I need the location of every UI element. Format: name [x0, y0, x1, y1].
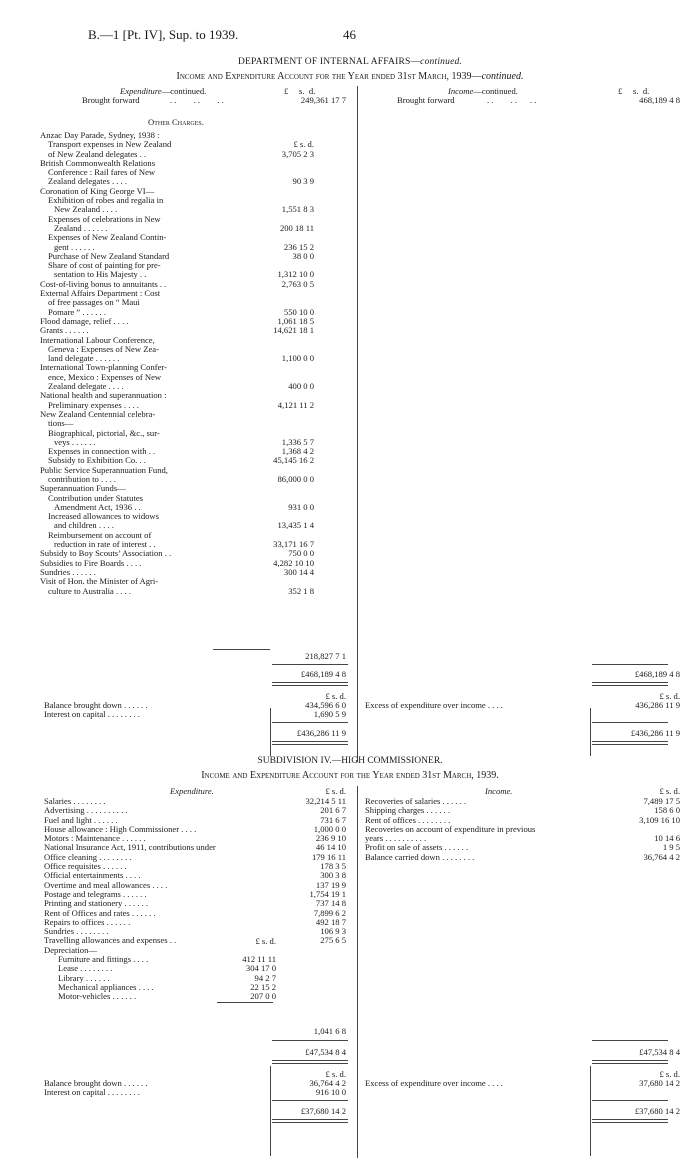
- item-amount: 32,214 5 11: [305, 796, 346, 806]
- interest-on-capital-label: Interest on capital . . . . . . . .: [44, 709, 140, 719]
- total-rule-top: [592, 664, 668, 665]
- item-amount: 36,764 4 2: [643, 851, 680, 862]
- item-label: Visit of Hon. the Minister of Agri-: [40, 576, 159, 587]
- item-label: Contribution under Statutes: [48, 492, 144, 503]
- item-label: gent . . . . . .: [54, 241, 95, 252]
- total-rule-top: [592, 1040, 668, 1041]
- interest-on-capital-label-2: Interest on capital . . . . . . . .: [44, 1087, 140, 1097]
- item-label: Zealand delegates . . . .: [48, 176, 127, 187]
- account-title: Income and Expenditure Account for the Year ended 31st March, 1939—continued.: [176, 71, 524, 82]
- item-label: International Town-planning Confer-: [40, 362, 167, 373]
- item-amount: 1,336 5 7: [281, 436, 314, 447]
- item-label: culture to Australia . . . .: [48, 585, 132, 596]
- inc-brought-forward-amount: 468,189 4 8: [639, 95, 680, 105]
- item-label: Exhibition of robes and regalia in: [48, 195, 164, 206]
- item-label: Overtime and meal allowances . . . .: [44, 879, 168, 890]
- depreciation-total: 1,041 6 8: [313, 1026, 346, 1036]
- item-amount: 737 14 8: [315, 898, 346, 909]
- item-label: British Commonwealth Relations: [40, 157, 156, 168]
- total-rule-double: [272, 1060, 348, 1064]
- item-amount: 200 18 11: [279, 222, 314, 233]
- exp-currency-header: £ s. d.: [284, 86, 316, 96]
- excess-expenditure-amount-2: 37,680 14 2: [639, 1078, 680, 1088]
- expenditure-heading-2: Expenditure.: [170, 786, 214, 796]
- item-amount: 304 17 0: [245, 963, 276, 974]
- total-rule-top: [272, 664, 348, 665]
- item-amount: 492 18 7: [315, 916, 346, 927]
- item-amount: 550 10 0: [283, 306, 314, 317]
- interest-on-capital-amount-2: 916 10 0: [315, 1087, 346, 1097]
- item-label: Zealand delegate . . . .: [48, 381, 124, 392]
- item-label: Subsidies to Fire Boards . . . .: [40, 557, 142, 568]
- item-label: Sundries . . . . . . . .: [44, 926, 109, 937]
- item-label: Grants . . . . . .: [40, 325, 89, 336]
- item-amount: 94 2 7: [254, 972, 276, 983]
- exp-brought-forward-label: Brought forward: [82, 95, 140, 105]
- item-label: Public Service Superannuation Fund,: [40, 464, 168, 475]
- item-amount: 731 6 7: [320, 814, 346, 825]
- item-amount: 1,368 4 2: [281, 446, 314, 457]
- item-label: Zealand . . . . . .: [54, 222, 108, 233]
- item-amount: 750 0 0: [288, 548, 314, 559]
- item-amount: 178 3 5: [320, 861, 346, 872]
- item-label: Reimbursement on account of: [48, 529, 152, 540]
- depreciation-currency-header: £ s. d.: [255, 936, 276, 946]
- income-total-2: £47,534 8 4: [639, 1047, 680, 1057]
- item-label: Recoveries of salaries . . . . . .: [365, 796, 467, 806]
- item-label: External Affairs Department : Cost: [40, 288, 161, 299]
- inc-brought-forward-label: Brought forward: [397, 95, 455, 105]
- item-label: Conference : Rail fares of New: [48, 167, 156, 178]
- excess-expenditure-label: Excess of expenditure over income . . . .: [365, 700, 503, 710]
- list-item: [58, 992, 276, 1001]
- item-label: Cost-of-living bonus to annuitants . .: [40, 278, 167, 289]
- inc-currency-header-2: £ s. d.: [659, 786, 680, 796]
- item-label: Motor-vehicles . . . . . .: [58, 991, 137, 1002]
- item-amount: 236 9 10: [315, 833, 346, 844]
- item-label: Expenses of celebrations in New: [48, 213, 161, 224]
- item-label: Office requisites . . . . . .: [44, 861, 127, 872]
- item-amount: 22 15 2: [250, 981, 276, 992]
- total-rule-top: [272, 722, 348, 723]
- item-label: Official entertainments . . . .: [44, 870, 141, 881]
- income-list: [365, 797, 680, 862]
- account-title-2: Income and Expenditure Account for the Year ended 31st March, 1939.: [201, 770, 499, 781]
- balance-currency-header: £ s. d.: [659, 691, 680, 701]
- total-rule-double: [272, 741, 348, 745]
- item-label: Coronation of King George VI—: [40, 185, 155, 196]
- item-label: Library . . . . . .: [58, 972, 110, 983]
- item-label: Recoveries on account of expenditure in previous: [365, 823, 536, 834]
- item-amount: 90 3 9: [292, 176, 314, 187]
- item-label: Motors : Maintenance . . . . . .: [44, 833, 146, 844]
- expenditure-total-2: £47,534 8 4: [305, 1047, 346, 1057]
- item-label: Rent of offices . . . . . . . .: [365, 814, 451, 825]
- item-amount: 38 0 0: [292, 250, 314, 261]
- item-amount: 931 0 0: [288, 501, 314, 512]
- item-label: Expenses of New Zealand Contin-: [48, 232, 167, 243]
- item-label: Subsidy to Boy Scouts’ Association . .: [40, 548, 172, 559]
- other-charges-title: Other Charges.: [148, 117, 204, 127]
- item-label: Preliminary expenses . . . .: [48, 399, 139, 410]
- balance-brought-down-label: Balance brought down . . . . . .: [44, 700, 148, 710]
- balance-brought-down-label-2: Balance brought down . . . . . .: [44, 1078, 148, 1088]
- total-rule-double: [592, 682, 668, 686]
- item-amount: 4,282 10 10: [273, 557, 314, 568]
- item-amount: 14,621 18 1: [273, 325, 314, 336]
- total-rule-top: [592, 722, 668, 723]
- item-amount: 33,171 16 7: [273, 539, 314, 550]
- balance-total-2: £37,680 14 2: [300, 1106, 346, 1116]
- total-rule-top: [272, 1100, 348, 1101]
- exp-currency-header-2: £ s. d.: [325, 786, 346, 796]
- item-amount: 400 0 0: [288, 381, 314, 392]
- item-label: Purchase of New Zealand Standard: [48, 250, 170, 261]
- item-label: contribution to . . . .: [48, 473, 117, 484]
- total-rule-double: [272, 1119, 348, 1123]
- item-label: tions—: [48, 418, 74, 429]
- item-label: of New Zealand delegates . .: [48, 148, 147, 159]
- item-amount: 137 19 9: [315, 879, 346, 890]
- item-amount: 275 6 5: [320, 935, 346, 946]
- other-charges-list: [40, 130, 314, 596]
- item-label: Pomare ” . . . . . .: [48, 306, 106, 317]
- item-label: New Zealand . . . .: [54, 204, 118, 215]
- item-amount: 201 6 7: [320, 805, 346, 816]
- department-title: DEPARTMENT OF INTERNAL AFFAIRS—continued.: [237, 57, 463, 67]
- excess-expenditure-amount: 436,286 11 9: [635, 700, 680, 710]
- list-item: [40, 410, 280, 419]
- item-amount: 46 14 10: [315, 842, 346, 853]
- item-amount: 4,121 11 2: [277, 399, 314, 410]
- item-label: reduction in rate of interest . .: [54, 539, 156, 550]
- item-amount: 45,145 16 2: [273, 455, 314, 466]
- item-amount: 1,551 8 3: [281, 204, 314, 215]
- item-label: Expenses in connection with . .: [48, 446, 156, 457]
- column-divider: [357, 86, 358, 762]
- item-amount: 1,754 19 1: [309, 888, 346, 899]
- item-amount: 1,000 0 0: [313, 823, 346, 834]
- item-label: and children . . . .: [54, 520, 114, 531]
- item-amount: 10 14 6: [654, 833, 680, 844]
- item-amount: 2,763 0 5: [281, 278, 314, 289]
- item-label: Mechanical appliances . . . .: [58, 981, 154, 992]
- item-label: House allowance : High Commissioner . . . .: [44, 823, 197, 834]
- item-label: years . . . . . . . . . .: [365, 833, 427, 844]
- excess-total-2: £37,680 14 2: [634, 1106, 680, 1116]
- leader-dots: . . . . . .: [487, 95, 537, 105]
- item-label: ence, Mexico : Expenses of New: [48, 371, 162, 382]
- item-label: Salaries . . . . . . . .: [44, 796, 106, 806]
- item-amount: 179 16 11: [311, 851, 346, 862]
- item-label: land delegate . . . . . .: [48, 353, 120, 364]
- exp-brought-forward-amount: 249,361 17 7: [300, 95, 346, 105]
- item-label: veys . . . . . .: [54, 436, 96, 447]
- item-amount: 300 14 4: [283, 566, 314, 577]
- item-label: Lease . . . . . . . .: [58, 963, 113, 974]
- depreciation-list: [58, 955, 276, 1001]
- balance-currency-header-2: £ s. d.: [325, 1069, 346, 1079]
- item-label: Fuel and light . . . . . .: [44, 814, 118, 825]
- depreciation-title: Depreciation—: [44, 945, 97, 955]
- item-amount: 7,489 17 5: [643, 796, 680, 806]
- item-label: Balance carried down . . . . . . . .: [365, 851, 475, 862]
- excess-expenditure-label-2: Excess of expenditure over income . . . .: [365, 1078, 503, 1088]
- item-label: New Zealand Centennial celebra-: [40, 408, 156, 419]
- item-amount: 1 9 5: [662, 842, 680, 853]
- running-header: B.—1 [Pt. IV], Sup. to 1939.: [88, 27, 239, 42]
- item-label: International Labour Conference,: [40, 334, 155, 345]
- item-amount: 1,061 18 5: [277, 315, 314, 326]
- item-label: Share of cost of painting for pre-: [48, 260, 161, 271]
- item-label: sentation to His Majesty . .: [54, 269, 147, 280]
- item-label: Increased allowances to widows: [48, 511, 159, 522]
- interest-on-capital-amount: 1,690 5 9: [313, 709, 346, 719]
- excess-total: £436,286 11 9: [630, 728, 680, 738]
- item-amount: 412 11 11: [242, 954, 276, 964]
- item-label: Transport expenses in New Zealand: [48, 139, 172, 150]
- item-label: Printing and stationery . . . . . .: [44, 898, 149, 909]
- item-label: Biographical, pictorial, &c., sur-: [48, 427, 160, 438]
- item-amount: 13,435 1 4: [277, 520, 314, 531]
- item-amount: 158 6 0: [654, 805, 680, 816]
- item-label: Anzac Day Parade, Sydney, 1938 :: [40, 130, 160, 140]
- item-label: Repairs to offices . . . . . .: [44, 916, 131, 927]
- item-label: Profit on sale of assets . . . . . .: [365, 842, 469, 853]
- item-label: National health and superannuation :: [40, 390, 167, 401]
- item-amount: 236 15 2: [283, 241, 314, 252]
- expenditure-grand-total: £468,189 4 8: [300, 669, 346, 679]
- expenditure-list: [44, 797, 346, 946]
- item-label: Sundries . . . . . .: [40, 566, 96, 577]
- item-label: National Insurance Act, 1911, contributions under: [44, 842, 216, 853]
- income-heading-2: Income.: [485, 786, 513, 796]
- total-rule-double: [592, 1119, 668, 1123]
- balance-total: £436,286 11 9: [296, 728, 346, 738]
- item-label: Superannuation Funds—: [40, 483, 126, 494]
- balance-brought-down-amount-2: 36,764 4 2: [309, 1078, 346, 1088]
- item-label: Travelling allowances and expenses . .: [44, 935, 177, 946]
- item-label: Flood damage, relief . . . .: [40, 315, 129, 326]
- leader-dots: . . . . . .: [170, 95, 224, 105]
- item-label: Geneva : Expenses of New Zea-: [48, 343, 159, 354]
- balance-currency-header-2: £ s. d.: [659, 1069, 680, 1079]
- list-item: [365, 853, 680, 862]
- item-amount: 207 0 0: [250, 991, 276, 1002]
- other-charges-total: 218,827 7 1: [305, 651, 346, 661]
- income-heading: Income—continued.: [448, 86, 518, 96]
- subtotal-rule: [213, 649, 270, 650]
- inc-currency-header: £ s. d.: [618, 86, 650, 96]
- item-amount: 1,100 0 0: [281, 353, 314, 364]
- item-label: Shipping charges . . . . . .: [365, 805, 451, 816]
- total-rule-double: [592, 1060, 668, 1064]
- item-label: Amendment Act, 1936 . .: [54, 501, 141, 512]
- item-amount: 7,899 6 2: [313, 907, 346, 918]
- balance-brought-down-amount: 434,596 6 0: [305, 700, 346, 710]
- total-rule-top: [272, 1040, 348, 1041]
- item-amount: £ s. d.: [293, 139, 314, 150]
- item-amount: 86,000 0 0: [277, 473, 314, 484]
- item-label: Office cleaning . . . . . . . .: [44, 851, 132, 862]
- item-amount: 3,109 16 10: [639, 814, 680, 825]
- item-amount: 352 1 8: [288, 585, 314, 596]
- item-label: of free passages on “ Maui: [48, 297, 140, 308]
- balance-currency-header: £ s. d.: [325, 691, 346, 701]
- item-label: Rent of Offices and rates . . . . . .: [44, 907, 156, 918]
- income-grand-total: £468,189 4 8: [634, 669, 680, 679]
- item-label: Furniture and fittings . . . .: [58, 954, 149, 964]
- item-amount: 3,705 2 3: [281, 148, 314, 159]
- total-rule-double: [592, 741, 668, 745]
- page-number: 46: [343, 27, 356, 42]
- item-amount: 300 3 8: [320, 870, 346, 881]
- expenditure-heading: Expenditure—continued.: [120, 86, 207, 96]
- item-label: Advertising . . . . . . . . . .: [44, 805, 128, 816]
- subdivision-title: SUBDIVISION IV.—HIGH COMMISSIONER.: [257, 756, 443, 766]
- subtotal-rule: [217, 1002, 273, 1003]
- total-rule-top: [592, 1100, 668, 1101]
- list-item: [40, 585, 314, 596]
- item-label: Subsidy to Exhibition Co. . .: [48, 455, 146, 466]
- item-amount: 106 9 3: [320, 926, 346, 937]
- item-amount: 1,312 10 0: [277, 269, 314, 280]
- item-label: Postage and telegrams . . . . . .: [44, 888, 147, 899]
- column-divider: [357, 786, 358, 1158]
- total-rule-double: [272, 682, 348, 686]
